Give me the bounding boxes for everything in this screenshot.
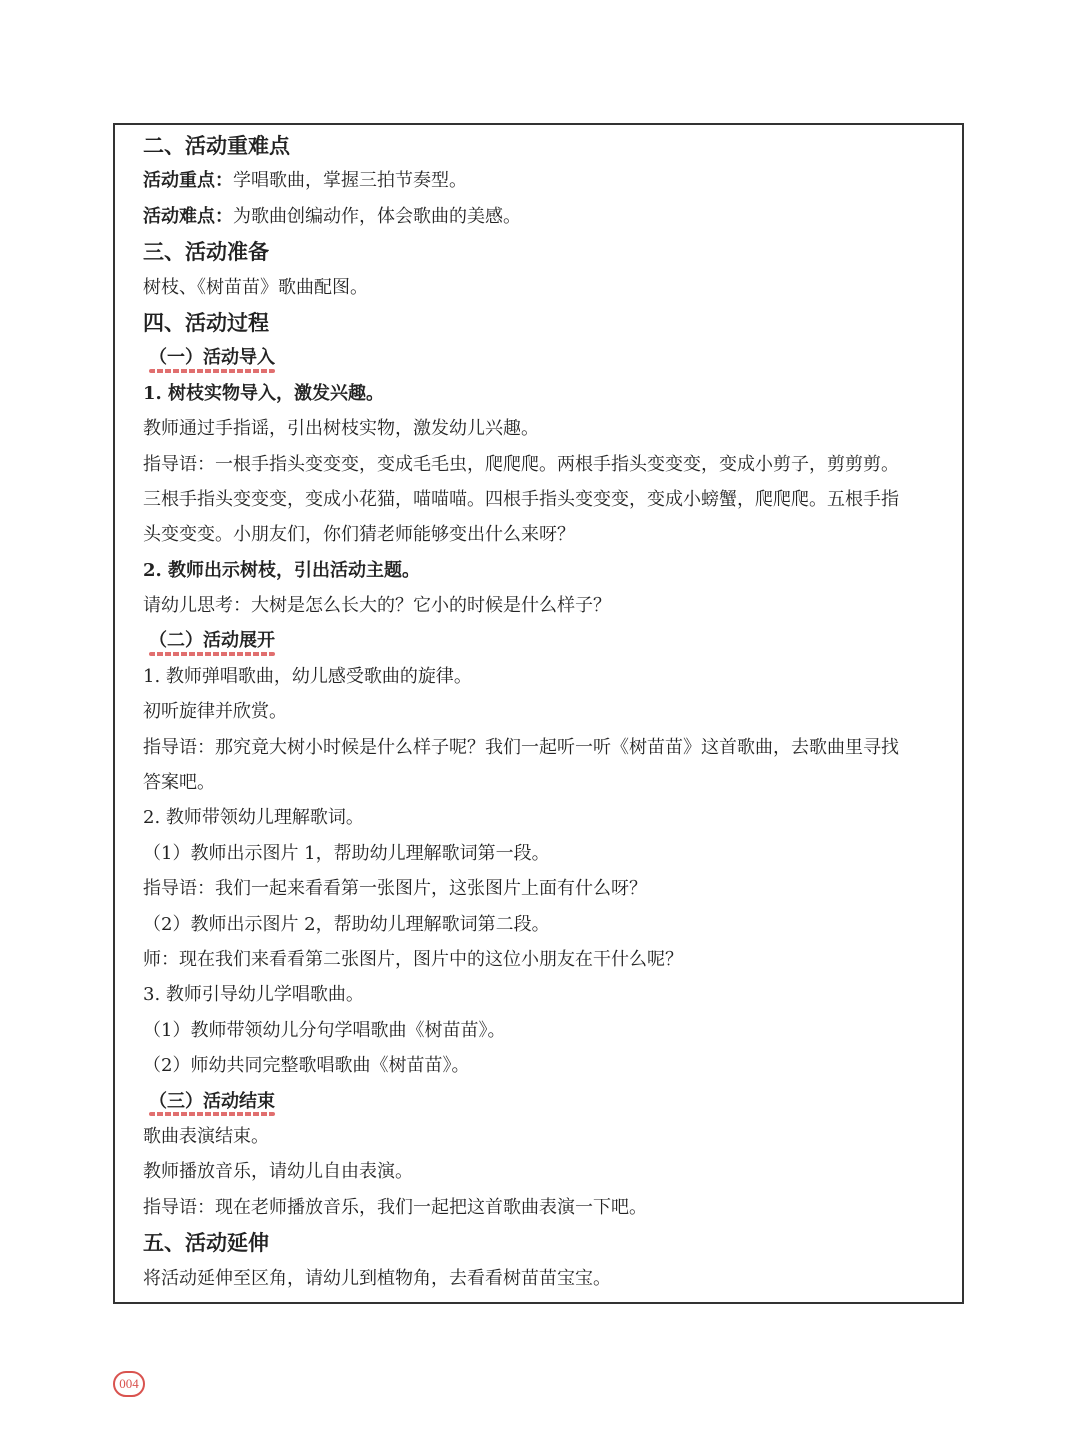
subsection-title-intro bbox=[143, 340, 943, 375]
section-title-key-points: 二、活动重难点 bbox=[143, 133, 290, 158]
paragraph-line: 1. 教师弹唱歌曲，幼儿感受歌曲的旋律。 bbox=[143, 665, 472, 687]
paragraph-line: 三根手指头变变变，变成小花猫，喵喵喵。四根手指头变变变，变成小螃蟹，爬爬爬。五根手指 bbox=[143, 488, 899, 510]
paragraph-line: （2）教师出示图片 2，帮助幼儿理解歌词第二段。 bbox=[143, 913, 550, 935]
paragraph-line: 指导语：一根手指头变变变，变成毛毛虫，爬爬爬。两根手指头变变变，变成小剪子，剪剪剪。 bbox=[143, 453, 899, 475]
page-number: 004 bbox=[113, 1371, 145, 1397]
paragraph-line: 指导语：现在老师播放音乐，我们一起把这首歌曲表演一下吧。 bbox=[143, 1196, 647, 1218]
wavy-underline bbox=[149, 369, 275, 373]
subsection-title-ending bbox=[143, 1084, 943, 1119]
difficulty-text: 为歌曲创编动作，体会歌曲的美感。 bbox=[233, 205, 521, 227]
paragraph-line: （1）教师出示图片 1，帮助幼儿理解歌词第一段。 bbox=[143, 842, 550, 864]
paragraph-line: 教师播放音乐，请幼儿自由表演。 bbox=[143, 1161, 413, 1183]
paragraph-line: 指导语：那究竟大树小时候是什么样子呢？我们一起听一听《树苗苗》这首歌曲，去歌曲里寻找 bbox=[143, 736, 899, 758]
paragraph-line: 师：现在我们来看看第二张图片，图片中的这位小朋友在干什么呢？ bbox=[143, 948, 683, 970]
difficulty-line bbox=[143, 199, 943, 234]
paragraph-line: 初听旋律并欣赏。 bbox=[143, 701, 287, 723]
key-point-text: 学唱歌曲，掌握三拍节奏型。 bbox=[233, 170, 467, 192]
paragraph-line: 头变变变。小朋友们，你们猜老师能够变出什么来呀？ bbox=[143, 524, 575, 546]
wavy-underline bbox=[149, 1112, 275, 1116]
wavy-underline bbox=[149, 652, 275, 656]
section-title-preparation: 三、活动准备 bbox=[143, 239, 269, 265]
step-title: 1. 树枝实物导入，激发兴趣。 bbox=[143, 382, 385, 404]
subsection-title-ending-text: （三）活动结束 bbox=[149, 1090, 275, 1112]
section-title-process: 四、活动过程 bbox=[143, 309, 269, 335]
paragraph-line: （1）教师带领幼儿分句学唱歌曲《树苗苗》。 bbox=[143, 1019, 506, 1041]
key-point-line bbox=[143, 163, 943, 198]
lesson-plan-content bbox=[143, 128, 943, 1296]
section-title-extension: 五、活动延伸 bbox=[143, 1230, 269, 1256]
paragraph-line: 答案吧。 bbox=[143, 772, 215, 794]
difficulty-label: 活动难点： bbox=[143, 205, 233, 227]
paragraph-line: 3. 教师引导幼儿学唱歌曲。 bbox=[143, 984, 364, 1006]
extension-text: 将活动延伸至区角，请幼儿到植物角，去看看树苗苗宝宝。 bbox=[143, 1267, 611, 1289]
paragraph-line: 2. 教师带领幼儿理解歌词。 bbox=[143, 807, 364, 829]
paragraph-line: 请幼儿思考：大树是怎么长大的？它小的时候是什么样子？ bbox=[143, 595, 611, 617]
paragraph-line: 教师通过手指谣，引出树枝实物，激发幼儿兴趣。 bbox=[143, 418, 539, 440]
paragraph-line: 指导语：我们一起来看看第一张图片，这张图片上面有什么呀？ bbox=[143, 878, 647, 900]
subsection-title-development-text: （二）活动展开 bbox=[149, 630, 275, 652]
paragraph-line: 歌曲表演结束。 bbox=[143, 1125, 269, 1147]
paragraph-line: （2）师幼共同完整歌唱歌曲《树苗苗》。 bbox=[143, 1055, 470, 1077]
subsection-title-intro-text: （一）活动导入 bbox=[149, 347, 275, 369]
preparation-text: 树枝、《树苗苗》歌曲配图。 bbox=[143, 276, 368, 298]
key-point-label: 活动重点： bbox=[143, 170, 233, 192]
subsection-title-development bbox=[143, 623, 943, 658]
step-title: 2. 教师出示树枝，引出活动主题。 bbox=[143, 559, 421, 581]
